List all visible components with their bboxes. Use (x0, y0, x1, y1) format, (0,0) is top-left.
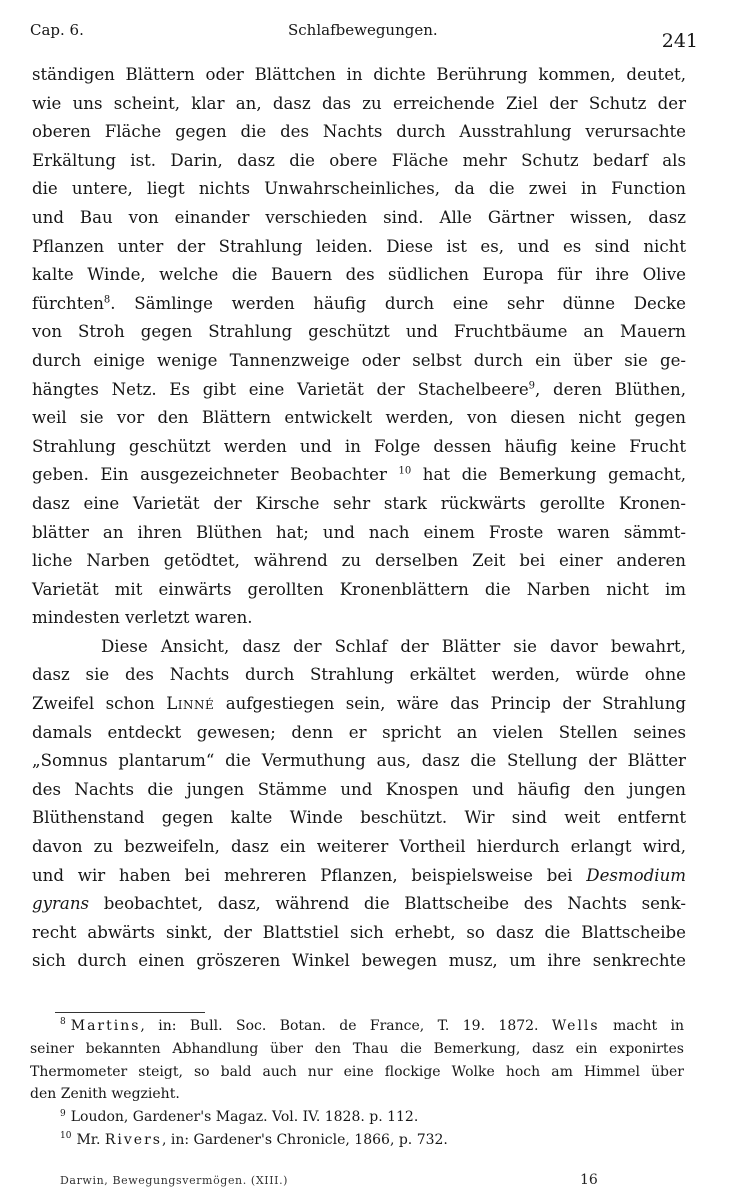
text-line: kalte Winde, welche die Bauern des südlichen Europa für ihre Olive (32, 265, 686, 285)
text-line: oberen Fläche gegen die des Nachts durch Ausstrahlung verursachte (32, 122, 686, 142)
signature-text: Darwin, Bewegungsvermögen. (XIII.) (60, 1174, 289, 1187)
text-line: Blüthenstand gegen kalte Winde beschützt. Wir sind weit entfernt (32, 808, 686, 828)
text-line: Erkältung ist. Darin, dasz die obere Fläche mehr Schutz bedarf als (32, 150, 686, 170)
text-line: Varietät mit einwärts gerollten Kronenblättern die Narben nicht im (32, 579, 686, 599)
footnote-number: 10 (60, 1131, 72, 1142)
footnote-number: 9 (60, 1108, 66, 1119)
signature-number: 16 (580, 1172, 598, 1188)
text-line: dasz sie des Nachts durch Strahlung erkältet werden, würde ohne (32, 665, 686, 685)
text-line: davon zu bezweifeln, dasz ein weiterer Vortheil hierdurch erlangt wird, (32, 837, 686, 857)
text-line: durch einige wenige Tannenzweige oder selbst durch ein über sie ge- (32, 350, 686, 370)
footnote-10 (30, 1129, 684, 1152)
text-run: . Sämlinge werden häufig durch eine sehr dünne Decke (110, 293, 686, 313)
text-run: fürchten (32, 293, 104, 313)
footnotes (30, 1015, 684, 1152)
footnote-line: seiner bekannten Abhandlung über den Thau die Bemerkung, dasz ein exponirtes (30, 1040, 684, 1057)
footnote-reference-9[interactable]: 9 (528, 380, 536, 391)
running-head (30, 18, 698, 52)
text-line: von Stroh gegen Strahlung geschützt und Fruchtbäume an Mauern (32, 322, 686, 342)
footnote-line: Thermometer steigt, so bald auch nur eine flockige Wolke hoch am Himmel über (30, 1063, 684, 1080)
printer-signature (60, 1172, 600, 1192)
footnote-reference-10[interactable]: 10 (398, 465, 412, 477)
footnote-author: Martins (70, 1018, 141, 1034)
footnote-author: Rivers (104, 1131, 162, 1148)
text-line (32, 376, 686, 405)
footnote-9 (30, 1106, 684, 1129)
text-line: damals entdeckt gewesen; denn er spricht an vielen Stellen seines (32, 722, 686, 742)
footnote-number: 8 (60, 1017, 66, 1028)
footnote-text: macht in (613, 1018, 684, 1034)
footnote-text: , in: Bull. Soc. Botan. de France, T. 19. 1872. (140, 1018, 539, 1034)
text-line (32, 890, 686, 919)
text-run: aufgestiegen sein, wäre das Princip der Strahlung (225, 694, 686, 714)
text-line: blätter an ihren Blüthen hat; und nach einem Froste waren sämmt- (32, 522, 686, 542)
species-name: Desmodium (586, 865, 686, 885)
text-line: weil sie vor den Blättern entwickelt werden, von diesen nicht gegen (32, 408, 686, 428)
text-run: hat die Bemerkung gemacht, (422, 465, 687, 485)
text-run: hängtes Netz. Es gibt eine Varietät der Stachelbeere (32, 379, 529, 399)
text-line: des Nachts die jungen Stämme und Knospen und häufig den jungen (32, 779, 686, 799)
text-line (32, 862, 686, 891)
text-run: beobachtet, dasz, während die Blattscheibe des Nachts senk- (103, 894, 686, 914)
text-line (32, 290, 686, 319)
footnote-author: Wells (551, 1018, 600, 1034)
text-run: Zweifel schon (32, 694, 155, 714)
text-line: die untere, liegt nichts Unwahrscheinliches, da die zwei in Function (32, 179, 686, 199)
footnote-text: Mr. (76, 1131, 101, 1148)
text-line: Strahlung geschützt werden und in Folge dessen häufig keine Frucht (32, 436, 686, 456)
text-run: geben. Ein ausgezeichneter Beobachter (32, 465, 387, 485)
page-number: 241 (661, 30, 698, 52)
text-line: Pflanzen unter der Strahlung leiden. Diese ist es, und es sind nicht (32, 236, 686, 256)
text-line: recht abwärts sinkt, der Blattstiel sich erhebt, so dasz die Blattscheibe (32, 922, 686, 942)
text-run: und wir haben bei mehreren Pflanzen, beispielsweise bei (32, 865, 573, 885)
chapter-label: Cap. 6. (30, 21, 84, 39)
footnote-line: den Zenith wegzieht. (30, 1086, 180, 1103)
footnote-text: Loudon, Gardener's Magaz. Vol. IV. 1828. p. 112. (70, 1109, 419, 1126)
text-line: dasz eine Varietät der Kirsche sehr stark rückwärts gerollte Kronen- (32, 493, 686, 513)
text-line: mindesten verletzt waren. (32, 608, 253, 628)
footnote-reference-8[interactable]: 8 (103, 294, 111, 306)
text-line: wie uns scheint, klar an, dasz das zu erreichende Ziel der Schutz der (32, 93, 686, 113)
text-line (32, 690, 686, 719)
text-line (32, 461, 686, 490)
footnote-8 (30, 1015, 684, 1038)
body-text (32, 61, 686, 976)
text-line: sich durch einen gröszeren Winkel bewegen musz, um ihre senkrechte (32, 951, 686, 971)
running-title: Schlafbewegungen. (288, 21, 438, 39)
text-line: „Somnus plantarum“ die Vermuthung aus, dasz die Stellung der Blätter (32, 751, 686, 771)
footnote-divider (55, 1012, 205, 1013)
text-line: ständigen Blättern oder Blättchen in dichte Berührung kommen, deutet, (32, 65, 686, 84)
person-name-linne: Linné (166, 694, 215, 714)
text-line: und Bau von einander verschieden sind. Alle Gärtner wissen, dasz (32, 207, 686, 227)
text-line: liche Narben getödtet, während zu derselben Zeit bei einer anderen (32, 551, 686, 571)
text-line: Diese Ansicht, dasz der Schlaf der Blätter sie davor bewahrt, (101, 636, 686, 656)
footnote-text: , in: Gardener's Chronicle, 1866, p. 732. (161, 1131, 448, 1148)
text-run: , deren Blüthen, (535, 379, 686, 399)
species-name: gyrans (32, 894, 90, 914)
